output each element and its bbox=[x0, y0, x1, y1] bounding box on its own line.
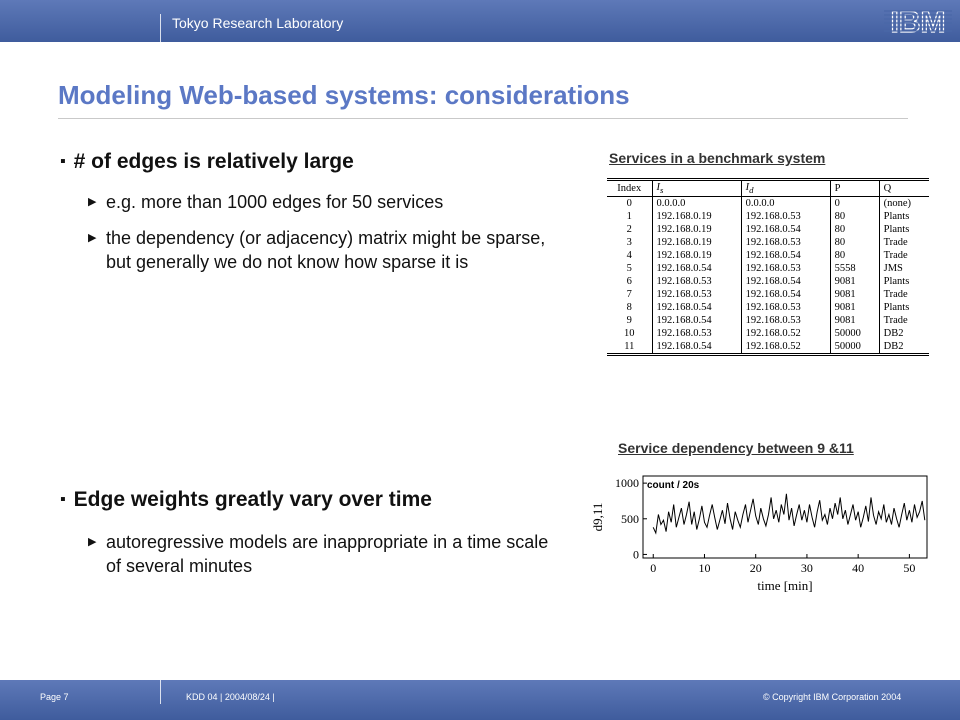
table-cell: DB2 bbox=[879, 327, 929, 340]
table-cell: 192.168.0.53 bbox=[741, 301, 830, 314]
table-cell: 192.168.0.53 bbox=[652, 327, 741, 340]
table-row bbox=[607, 314, 929, 327]
table-body bbox=[607, 197, 929, 355]
table-cell: Plants bbox=[879, 301, 929, 314]
header-divider bbox=[160, 14, 161, 42]
table-cell: 80 bbox=[830, 236, 879, 249]
x-tick-label: 10 bbox=[698, 561, 711, 575]
table-row bbox=[607, 197, 929, 211]
table-cell: 9 bbox=[626, 315, 632, 327]
table-cell: Trade bbox=[879, 236, 929, 249]
table-cell: 192.168.0.52 bbox=[741, 327, 830, 340]
x-axis-label: time [min] bbox=[757, 578, 813, 593]
title-rule bbox=[58, 118, 908, 119]
table-cell: 0.0.0.0 bbox=[741, 197, 830, 211]
table-cell: Trade bbox=[879, 314, 929, 327]
col-port: P bbox=[830, 180, 879, 197]
table-cell: 192.168.0.54 bbox=[652, 314, 741, 327]
table-row bbox=[607, 249, 929, 262]
triangle-icon: ▶ bbox=[88, 232, 97, 244]
table-cell: 192.168.0.54 bbox=[741, 288, 830, 301]
x-tick-label: 50 bbox=[903, 561, 916, 575]
triangle-icon: ▶ bbox=[88, 536, 97, 548]
table-row bbox=[607, 210, 929, 223]
table-cell: 192.168.0.54 bbox=[652, 301, 741, 314]
services-table bbox=[607, 178, 929, 356]
table-cell: Plants bbox=[879, 275, 929, 288]
slide-title: Modeling Web-based systems: considerations bbox=[58, 80, 630, 110]
table-cell: 192.168.0.19 bbox=[652, 249, 741, 262]
table-cell: 192.168.0.53 bbox=[741, 314, 830, 327]
col-dest-ip: $I_d$ bbox=[741, 180, 830, 197]
table-cell: 11 bbox=[624, 341, 635, 353]
table-cell: Trade bbox=[879, 288, 929, 301]
table-row bbox=[607, 327, 929, 340]
table-cell: 5558 bbox=[830, 262, 879, 275]
table-cell: 192.168.0.53 bbox=[741, 262, 830, 275]
table-cell: 5 bbox=[626, 263, 632, 275]
table-cell: JMS bbox=[879, 262, 929, 275]
table-cell: 9081 bbox=[830, 275, 879, 288]
table-row bbox=[607, 275, 929, 288]
table-row bbox=[607, 288, 929, 301]
x-tick-label: 0 bbox=[650, 561, 657, 575]
x-tick-label: 30 bbox=[800, 561, 813, 575]
y-axis-label: d9,11 bbox=[590, 502, 605, 532]
ibm-logo bbox=[884, 5, 952, 37]
table-cell: 1 bbox=[626, 211, 632, 223]
table-cell: Trade bbox=[879, 249, 929, 262]
table-cell: 3 bbox=[626, 237, 632, 249]
chart-annotation: count / 20s bbox=[647, 480, 700, 491]
footer-meta: KDD 04 | 2004/08/24 | bbox=[186, 692, 275, 702]
sub-bullet-text: e.g. more than 1000 edges for 50 services bbox=[106, 192, 444, 212]
table-cell: 80 bbox=[830, 210, 879, 223]
table-cell: 2 bbox=[626, 224, 632, 236]
table-cell: 7 bbox=[626, 289, 632, 301]
table-cell: 80 bbox=[830, 223, 879, 236]
table-cell: 192.168.0.19 bbox=[652, 223, 741, 236]
table-cell: DB2 bbox=[879, 340, 929, 355]
table-cell: 192.168.0.54 bbox=[741, 275, 830, 288]
table-cell: 0 bbox=[830, 197, 879, 211]
table-cell: 192.168.0.53 bbox=[741, 236, 830, 249]
header-bar bbox=[0, 0, 960, 42]
table-caption: Services in a benchmark system bbox=[609, 150, 826, 166]
table-cell: 80 bbox=[830, 249, 879, 262]
ibm-logo-text: IBM bbox=[890, 6, 946, 37]
table-cell: 0.0.0.0 bbox=[652, 197, 741, 211]
table-cell: 192.168.0.54 bbox=[741, 223, 830, 236]
sub-bullet-sparse bbox=[88, 226, 553, 274]
col-index: Index bbox=[607, 180, 652, 197]
table-cell: Plants bbox=[879, 210, 929, 223]
table-cell: 50000 bbox=[830, 340, 879, 355]
x-tick-label: 40 bbox=[852, 561, 865, 575]
y-tick-label: 0 bbox=[633, 547, 639, 562]
table-cell: 192.168.0.19 bbox=[652, 236, 741, 249]
series-line bbox=[653, 494, 925, 533]
table-row bbox=[607, 236, 929, 249]
table-row bbox=[607, 223, 929, 236]
page-number: Page 7 bbox=[40, 692, 69, 702]
table-cell: 192.168.0.54 bbox=[741, 249, 830, 262]
sub-bullet-text: the dependency (or adjacency) matrix might be sparse, but generally we do not know how sparse it is bbox=[106, 228, 546, 272]
sub-bullet-edges-count bbox=[88, 190, 553, 214]
table-cell: 4 bbox=[626, 250, 632, 262]
table-cell: 192.168.0.53 bbox=[652, 288, 741, 301]
bullet-weights: ▪ Edge weights greatly vary over time bbox=[60, 488, 432, 512]
table-cell: 192.168.0.53 bbox=[652, 275, 741, 288]
table-row bbox=[607, 301, 929, 314]
table-cell: 8 bbox=[626, 302, 632, 314]
copyright: © Copyright IBM Corporation 2004 bbox=[763, 692, 902, 702]
col-source-ip: $I_s$ bbox=[652, 180, 741, 197]
bullet-edges: ▪ # of edges is relatively large bbox=[60, 150, 354, 174]
table-cell: 192.168.0.53 bbox=[741, 210, 830, 223]
sub-bullet-autoregressive bbox=[88, 530, 553, 578]
table-cell: 9081 bbox=[830, 288, 879, 301]
table-cell: 192.168.0.54 bbox=[652, 340, 741, 355]
table-row bbox=[607, 340, 929, 355]
table-cell: 6 bbox=[626, 276, 632, 288]
table-cell: Plants bbox=[879, 223, 929, 236]
table-cell: 192.168.0.19 bbox=[652, 210, 741, 223]
triangle-icon: ▶ bbox=[88, 196, 97, 208]
table-cell: 192.168.0.52 bbox=[741, 340, 830, 355]
lab-name: Tokyo Research Laboratory bbox=[172, 15, 344, 31]
y-tick-label: 500 bbox=[621, 511, 639, 526]
table-cell: 50000 bbox=[830, 327, 879, 340]
table-cell: 0 bbox=[626, 198, 632, 210]
sub-bullet-text: autoregressive models are inappropriate in a time scale of several minutes bbox=[106, 532, 549, 576]
table-header-row bbox=[607, 180, 929, 197]
footer-divider bbox=[160, 680, 161, 704]
table-cell: 192.168.0.54 bbox=[652, 262, 741, 275]
table-cell: 10 bbox=[624, 328, 635, 340]
dependency-line-chart bbox=[590, 470, 935, 600]
table-row bbox=[607, 262, 929, 275]
table-cell: 9081 bbox=[830, 301, 879, 314]
y-tick-label: 1000 bbox=[615, 476, 639, 491]
x-tick-label: 20 bbox=[749, 561, 762, 575]
table-cell: (none) bbox=[879, 197, 929, 211]
table-cell: 9081 bbox=[830, 314, 879, 327]
plot-caption: Service dependency between 9 &11 bbox=[618, 440, 854, 456]
col-service: Q bbox=[879, 180, 929, 197]
